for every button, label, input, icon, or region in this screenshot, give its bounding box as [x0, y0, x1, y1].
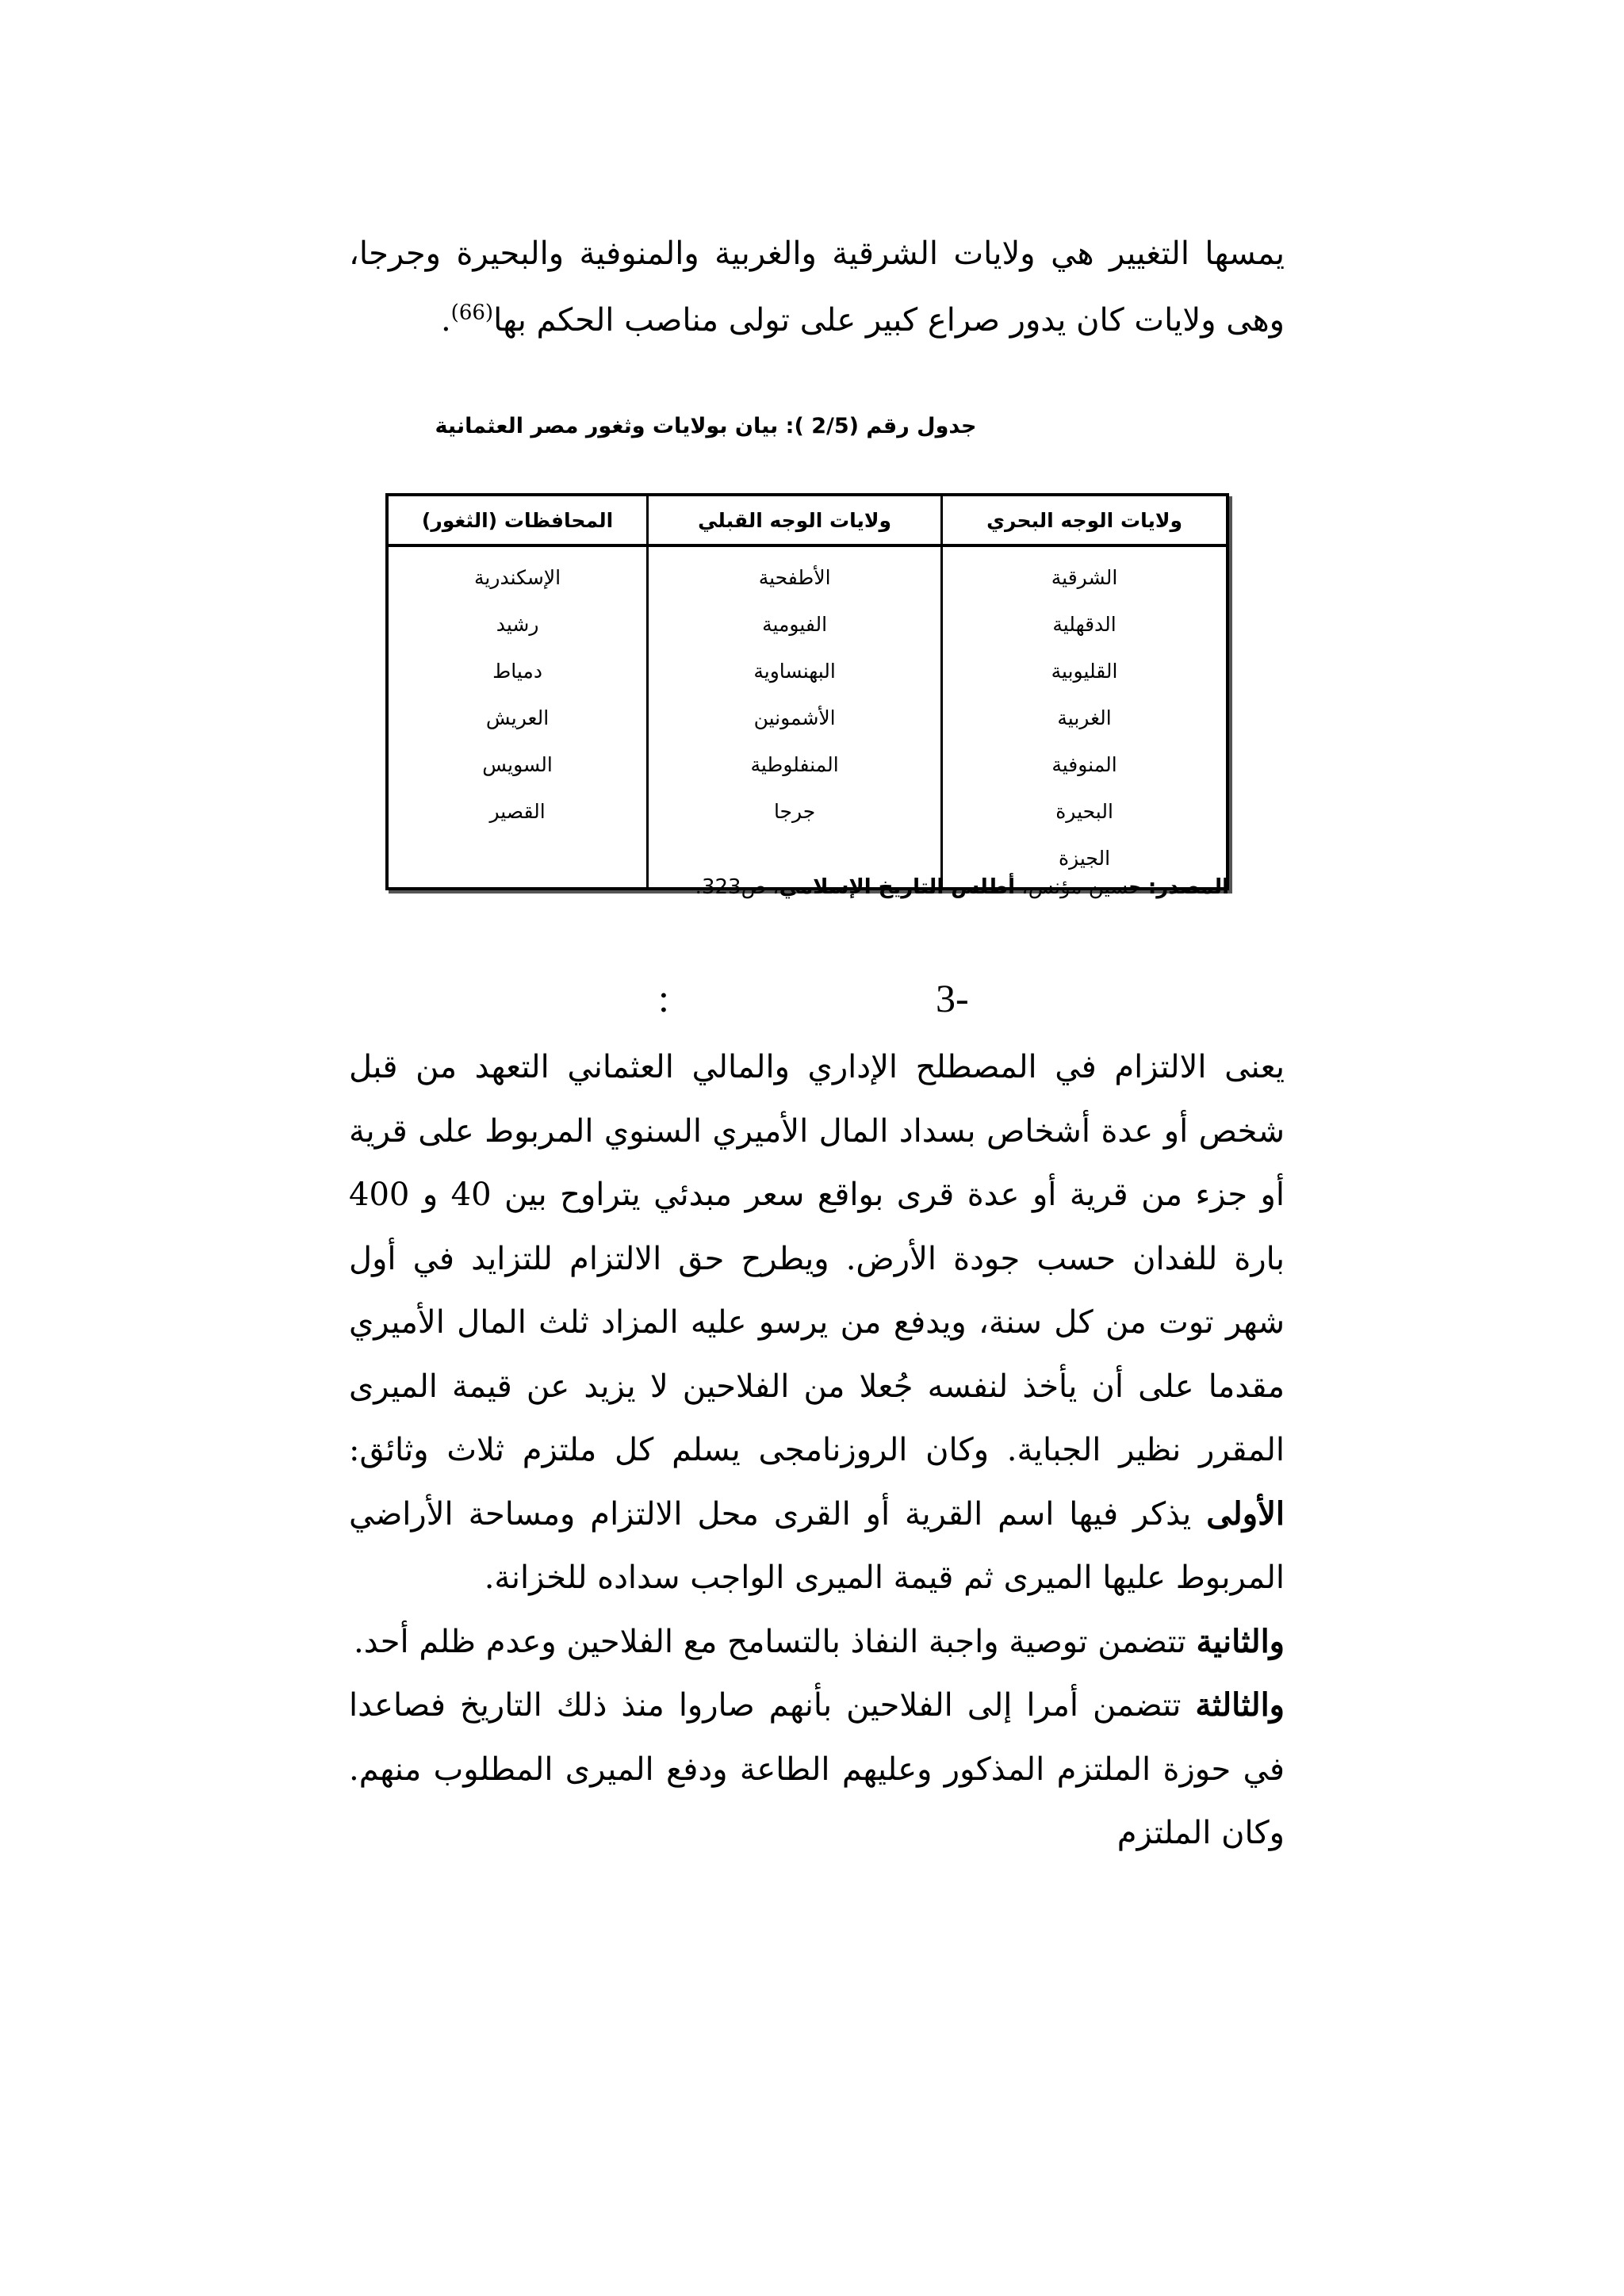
- intro-text: يمسها التغيير هي ولايات الشرقية والغربية والمنوفية والبحيرة وجرجا، وهى ولايات كان يدور صراع كبير على تولى مناصب الحكم بها: [349, 235, 1285, 339]
- table-row: [387, 545, 1228, 601]
- table-cell: الأشمونين: [648, 695, 942, 741]
- table-cell: العريش: [387, 695, 648, 741]
- second-doc-label: والثانية: [1196, 1622, 1285, 1660]
- table-cell: البهنساوية: [648, 648, 942, 695]
- table-cell: السويس: [387, 741, 648, 788]
- third-doc-text: تتضمن أمرا إلى الفلاحين بأنهم صاروا منذ ذلك التاريخ فصاعدا في حوزة الملتزم المذكور وعليهم الطاعة ودفع الميرى المطلوب منهم. وكان الملتزم: [349, 1687, 1285, 1851]
- intro-paragraph: [349, 220, 1285, 354]
- first-doc-text: يذكر فيها اسم القرية أو القرى محل الالتزام ومساحة الأراضي المربوط عليها الميرى ثم قيمة الميرى الواجب سداده للخزانة.: [349, 1495, 1285, 1596]
- provinces-table-wrapper: [385, 493, 1229, 890]
- section-number: 3-: [936, 976, 969, 1020]
- table-cell: المنفلوطية: [648, 741, 942, 788]
- body-text: يعنى الالتزام في المصطلح الإداري والمالي العثماني التعهد من قبل شخص أو عدة أشخاص بسداد المال الأميري السنوي المربوط على قرية أو جزء من قرية أو عدة قرى بواقع سعر مبدئي يتراوح بين 40 و 400 بارة للفدان حسب جودة الأرض. ويطرح حق الالتزام للتزايد في أول شهر توت من كل سنة، ويدفع من يرسو عليه المزاد ثلث المال الأميري مقدما على أن يأخذ لنفسه جُعلا من الفلاحين لا يزيد عن قيمة الميرى المقرر نظير الجباية. وكان الروزنامجى يسلم كل ملتزم ثلاث وثائق:: [349, 1049, 1285, 1468]
- intro-text-line: [349, 220, 1285, 354]
- table-row: [387, 741, 1228, 788]
- table-cell: دمياط: [387, 648, 648, 695]
- table-row: [387, 601, 1228, 648]
- source-title: أطلس التاريخ الإسلامي: [779, 875, 1016, 899]
- table-cell: الأطفحية: [648, 545, 942, 601]
- body-block-1: [349, 1035, 1285, 1610]
- intro-end: .: [440, 302, 451, 339]
- body-block-3: [349, 1674, 1285, 1866]
- body-paragraph: [349, 1035, 1285, 1866]
- second-doc-text: تتضمن توصية واجبة النفاذ بالتسامح مع الفلاحين وعدم ظلم أحد.: [354, 1623, 1197, 1660]
- provinces-table: [385, 493, 1229, 890]
- source-label: المصدر:: [1147, 875, 1229, 899]
- table-cell: رشيد: [387, 601, 648, 648]
- table-caption: جدول رقم (2/5 ): بيان بولايات وثغور مصر العثمانية: [435, 414, 977, 438]
- table-cell: المنوفية: [942, 741, 1228, 788]
- table-cell: الإسكندرية: [387, 545, 648, 601]
- table-source: [385, 875, 1229, 899]
- header-upper-egypt: ولايات الوجه القبلي: [648, 495, 942, 545]
- table-cell: الغربية: [942, 695, 1228, 741]
- table-cell: الدقهلية: [942, 601, 1228, 648]
- section-colon: :: [658, 976, 669, 1020]
- section-heading: [349, 975, 1285, 1031]
- table-row: [387, 788, 1228, 835]
- table-cell: القليوبية: [942, 648, 1228, 695]
- table-cell: القصير: [387, 788, 648, 835]
- table-cell: الجيزة: [942, 835, 1228, 889]
- body-block-2: [349, 1610, 1285, 1674]
- table-cell: الفيومية: [648, 601, 942, 648]
- header-ports: المحافظات (الثغور): [387, 495, 648, 545]
- table-row: [387, 695, 1228, 741]
- header-lower-egypt: ولايات الوجه البحري: [942, 495, 1228, 545]
- footnote-ref: (66): [450, 300, 494, 325]
- source-page: ، ص323.: [695, 875, 779, 899]
- table-cell: جرجا: [648, 788, 942, 835]
- source-author: حسين مؤنس،: [1015, 875, 1148, 899]
- table-row: [387, 648, 1228, 695]
- table-cell: البحيرة: [942, 788, 1228, 835]
- first-doc-label: الأولى: [1206, 1494, 1285, 1533]
- third-doc-label: والثالثة: [1195, 1686, 1285, 1724]
- table-header-row: [387, 495, 1228, 545]
- table-cell: الشرقية: [942, 545, 1228, 601]
